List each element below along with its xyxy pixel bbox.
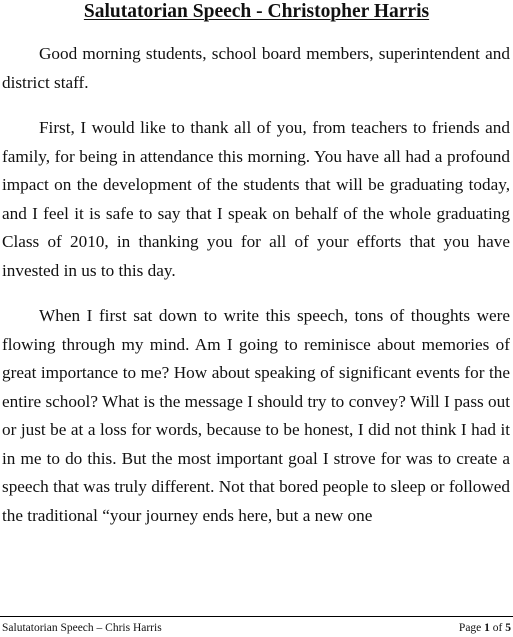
paragraph-greeting: Good morning students, school board members, superintendent and district staff. [2, 44, 510, 92]
paragraph-writing-speech: When I first sat down to write this speech, tons of thoughts were flowing through my mind. Am I going to reminisce about memories of great importance to me? How about speaking of significant events for the entire school? What is the message I should try to convey? Will I pass out or just be at a loss for words, because to be honest, I did not think I had it in me to do this. But the most important goal I strove for was to create a speech that was truly different. Not that bored people to sleep or followed the traditional “your journey ends here, but a new one [2, 306, 510, 525]
paragraph-thanks: First, I would like to thank all of you, from teachers to friends and family, for being in attendance this morning. You have all had a profound impact on the development of the students that will be graduating today, and I feel it is safe to say that I speak on behalf of the whole graduating Class of 2010, in thanking you for all of your efforts that you have invested in us to this day. [2, 118, 510, 280]
footer-page-word: Page [458, 622, 482, 634]
footer-of-word: of [492, 622, 503, 634]
footer-divider [0, 616, 513, 617]
footer-page-total: 5 [505, 622, 511, 634]
footer-page-number [459, 621, 511, 635]
document-body [2, 40, 510, 547]
footer-page-current: 1 [484, 622, 490, 634]
document-title: Salutatorian Speech - Christopher Harris [83, 1, 430, 22]
page-footer [0, 608, 513, 637]
footer-document-name: Salutatorian Speech – Chris Harris [2, 622, 162, 634]
